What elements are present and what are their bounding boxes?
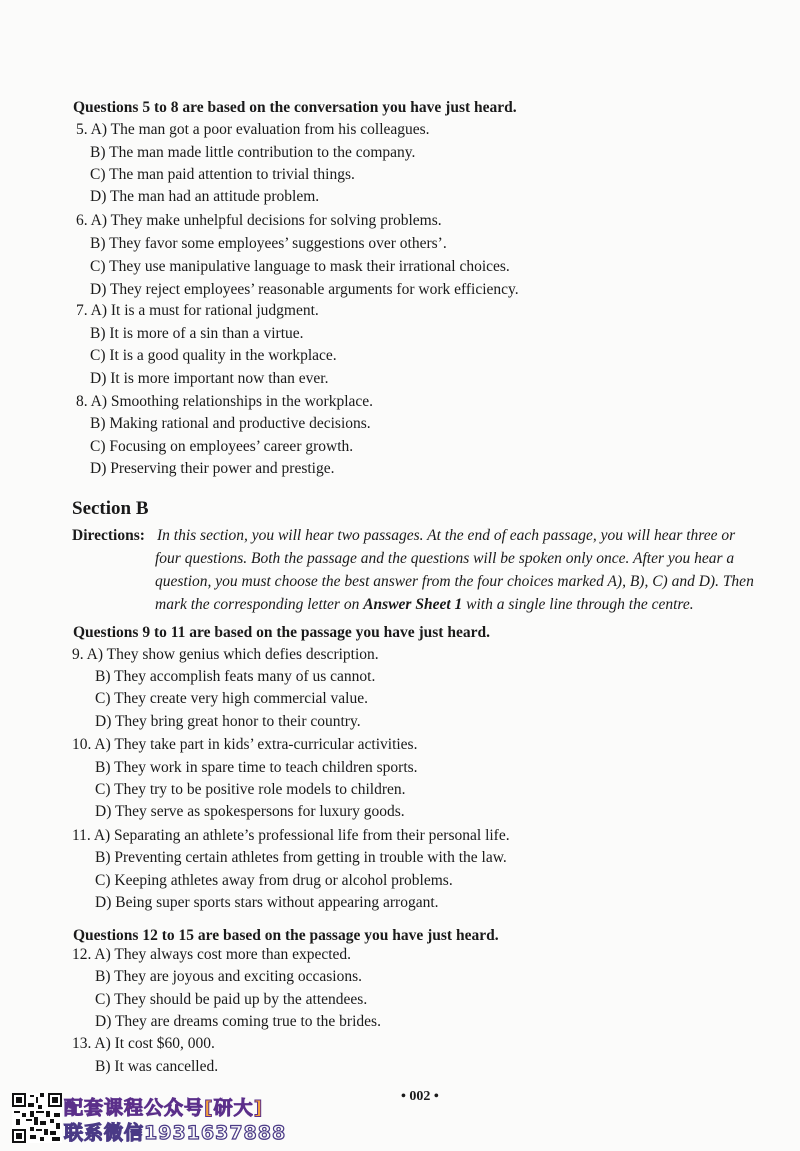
q6-option-a: 6. A) They make unhelpful decisions for solving problems. [76,212,442,229]
q9-option-c: C) They create very high commercial value. [95,690,368,707]
section-b-title: Section B [72,498,149,519]
watermark-line-1: 配套课程公众号[研大] [64,1097,264,1119]
q10-option-a: 10. A) They take part in kids’ extra-curricular activities. [72,736,418,753]
q5-option-c: C) The man paid attention to trivial things. [90,166,355,183]
page-number: • 002 • [401,1089,439,1104]
q11-option-b: B) Preventing certain athletes from getting in trouble with the law. [95,849,507,866]
q9-option-d: D) They bring great honor to their country. [95,713,361,730]
directions-line-2: four questions. Both the passage and the questions will be spoken only once. After you hear a [155,550,735,567]
q12-option-b: B) They are joyous and exciting occasions. [95,968,363,985]
q12-option-a: 12. A) They always cost more than expected. [72,946,352,963]
watermark-line-2: 联系微信1931637888 [64,1122,287,1144]
q11-option-c: C) Keeping athletes away from drug or alcohol problems. [95,872,453,889]
questions-9-11-heading: Questions 9 to 11 are based on the passage you have just heard. [73,624,490,641]
q10-option-b: B) They work in spare time to teach children sports. [95,759,418,776]
directions-line-4: mark the corresponding letter on Answer Sheet 1 with a single line through the centre. [155,596,694,613]
q7-option-a: 7. A) It is a must for rational judgment. [76,302,319,319]
q13-option-b: B) It was cancelled. [95,1058,219,1075]
q7-option-b: B) It is more of a sin than a virtue. [90,325,304,342]
q12-option-c: C) They should be paid up by the attendees. [95,991,368,1008]
directions-line-1: In this section, you will hear two passages. At the end of each passage, you will hear three or [157,527,736,544]
q6-option-d: D) They reject employees’ reasonable arguments for work efficiency. [90,281,519,298]
q5-option-b: B) The man made little contribution to the company. [90,144,416,161]
q8-option-a: 8. A) Smoothing relationships in the workplace. [76,393,374,410]
q8-option-c: C) Focusing on employees’ career growth. [90,438,354,455]
q9-option-b: B) They accomplish feats many of us cannot. [95,668,376,685]
directions-line-3: question, you must choose the best answer from the four choices marked A), B), C) and D). Then [155,573,754,590]
directions-label: Directions: [72,527,145,544]
questions-12-15-heading: Questions 12 to 15 are based on the passage you have just heard. [73,927,499,944]
q5-option-d: D) The man had an attitude problem. [90,188,320,205]
q8-option-b: B) Making rational and productive decisions. [90,415,371,432]
q6-option-b: B) They favor some employees’ suggestions over others’. [90,235,447,252]
q7-option-d: D) It is more important now than ever. [90,370,329,387]
q7-option-c: C) It is a good quality in the workplace. [90,347,337,364]
q5-option-a: 5. A) The man got a poor evaluation from his colleagues. [76,121,430,138]
q11-option-a: 11. A) Separating an athlete’s professional life from their personal life. [72,827,510,844]
q10-option-c: C) They try to be positive role models to children. [95,781,406,798]
q8-option-d: D) Preserving their power and prestige. [90,460,335,477]
q10-option-d: D) They serve as spokespersons for luxury goods. [95,803,405,820]
questions-5-8-heading: Questions 5 to 8 are based on the conversation you have just heard. [73,99,517,116]
q11-option-d: D) Being super sports stars without appearing arrogant. [95,894,439,911]
q12-option-d: D) They are dreams coming true to the brides. [95,1013,381,1030]
q9-option-a: 9. A) They show genius which defies description. [72,646,379,663]
qr-code-icon [12,1093,62,1143]
q13-option-a: 13. A) It cost $60, 000. [72,1035,215,1052]
q6-option-c: C) They use manipulative language to mask their irrational choices. [90,258,510,275]
